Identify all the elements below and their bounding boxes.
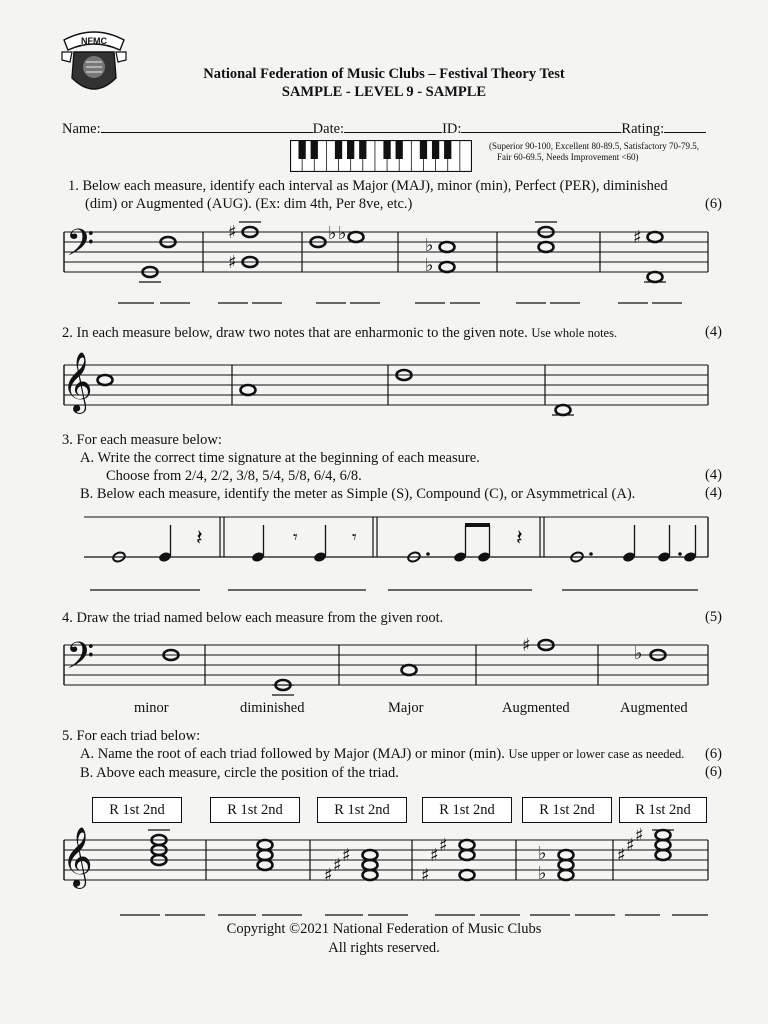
sharp-sign: ♯ [342, 845, 351, 866]
position-choice-3[interactable]: R 1st 2nd [317, 797, 407, 823]
q4-text: 4. Draw the triad named below each measure from the given root. [62, 610, 444, 626]
whole-note [460, 840, 475, 850]
whole-note [460, 870, 475, 880]
bass-clef-icon: 𝄢 [66, 635, 95, 686]
whole-note [440, 262, 455, 272]
whole-note [559, 860, 574, 870]
augmentation-dot [589, 552, 593, 556]
q5-b-points: (6) [705, 764, 722, 780]
bass-clef-icon: 𝄢 [66, 222, 95, 273]
q4-label-4: Augmented [502, 700, 570, 716]
rating-label: Rating: [621, 121, 665, 137]
whole-note [363, 870, 378, 880]
q1-text-line2: (dim) or Augmented (AUG). (Ex: dim 4th, Per 8ve, etc.) [85, 196, 413, 212]
whole-note [258, 840, 273, 850]
flat-sign: ♭ [425, 235, 434, 256]
whole-note [656, 850, 671, 860]
q3-b-line: B. Below each measure, identify the meter as Simple (S), Compound (C), or Asymmetrical (A). [80, 486, 636, 502]
sharp-sign: ♯ [421, 865, 430, 886]
q4-label-1: minor [134, 700, 169, 716]
eighth-rest-icon: 𝄾 [352, 527, 357, 548]
q5-a-points: (6) [705, 746, 722, 762]
whole-note [363, 850, 378, 860]
eighth-rest-icon: 𝄾 [293, 527, 298, 548]
q4-label-2: diminished [240, 700, 305, 716]
flat-sign: ♭ [538, 843, 547, 864]
flat-sign: ♭ [634, 643, 643, 664]
q1-text-line1: 1. Below each measure, identify each interval as Major (MAJ), minor (min), Perfect (PER), diminished [68, 178, 668, 194]
whole-note [656, 840, 671, 850]
q3-a-line1: A. Write the correct time signature at the beginning of each measure. [80, 450, 480, 466]
rating-scale: (Superior 90-100, Excellent 80-89.5, Satisfactory 70-79.5, Fair 60-69.5, Needs Improvement <60) [489, 141, 699, 162]
q5-b-line: B. Above each measure, circle the position of the triad. [80, 765, 399, 781]
q3-a-points: (4) [705, 467, 722, 483]
whole-note [648, 232, 663, 242]
id-label: ID: [442, 121, 462, 137]
q4-label-3: Major [388, 700, 424, 716]
whole-note [258, 860, 273, 870]
q4-points: (5) [705, 609, 722, 625]
whole-note [402, 665, 417, 675]
sharp-sign: ♯ [228, 252, 237, 273]
flat-sign: ♭ [328, 223, 337, 244]
position-choice-2[interactable]: R 1st 2nd [210, 797, 300, 823]
q5-a-line: A. Name the root of each triad followed by Major (MAJ) or minor (min). Use upper or lower case as needed. [80, 746, 685, 762]
rights: All rights reserved. [328, 940, 440, 956]
sharp-sign: ♯ [324, 865, 333, 886]
treble-clef-icon: 𝄞 [62, 352, 93, 412]
whole-note [363, 860, 378, 870]
whole-note [559, 870, 574, 880]
sharp-sign: ♯ [633, 227, 642, 248]
sharp-sign: ♯ [439, 835, 448, 856]
whole-note [559, 850, 574, 860]
svg-text:NFMC: NFMC [81, 36, 107, 46]
position-choice-6[interactable]: R 1st 2nd [619, 797, 707, 823]
copyright: Copyright ©2021 National Federation of Music Clubs [226, 921, 542, 937]
page-subtitle: SAMPLE - LEVEL 9 - SAMPLE [281, 84, 487, 100]
sharp-sign: ♯ [626, 835, 635, 856]
augmentation-dot [678, 552, 682, 556]
q1-points: (6) [705, 196, 722, 212]
q3-a-line2: Choose from 2/4, 2/2, 3/8, 5/4, 5/8, 6/4, 6/8. [106, 468, 362, 484]
whole-note [460, 850, 475, 860]
sharp-sign: ♯ [522, 635, 531, 656]
quarter-rest-icon: 𝄽 [196, 526, 203, 551]
flat-sign: ♭ [538, 863, 547, 884]
flat-sign: ♭ [338, 223, 347, 244]
quarter-rest-icon: 𝄽 [516, 526, 523, 551]
position-choice-1[interactable]: R 1st 2nd [92, 797, 182, 823]
q4-label-5: Augmented [620, 700, 688, 716]
whole-note [241, 385, 256, 395]
q2-points: (4) [705, 324, 722, 340]
q3-b-points: (4) [705, 485, 722, 501]
whole-note [349, 232, 364, 242]
q3-text: 3. For each measure below: [62, 432, 222, 448]
sharp-sign: ♯ [228, 222, 237, 243]
position-choice-5[interactable]: R 1st 2nd [522, 797, 612, 823]
whole-note [539, 242, 554, 252]
date-label: Date: [312, 121, 345, 137]
q5-text: 5. For each triad below: [62, 728, 201, 744]
whole-note [556, 405, 571, 415]
whole-note [440, 242, 455, 252]
flat-sign: ♭ [425, 255, 434, 276]
treble-clef-icon: 𝄞 [62, 827, 93, 887]
whole-note [656, 830, 671, 840]
sharp-sign: ♯ [635, 825, 644, 846]
sharp-sign: ♯ [333, 855, 342, 876]
whole-note [98, 375, 113, 385]
position-choice-4[interactable]: R 1st 2nd [422, 797, 512, 823]
page-title: National Federation of Music Clubs – Festival Theory Test [203, 66, 565, 82]
whole-note [648, 272, 663, 282]
augmentation-dot [426, 552, 430, 556]
sharp-sign: ♯ [430, 845, 439, 866]
q2-text: 2. In each measure below, draw two notes that are enharmonic to the given note. Use whole notes. [62, 325, 618, 341]
whole-note [258, 850, 273, 860]
name-label: Name: [62, 121, 101, 137]
sharp-sign: ♯ [617, 845, 626, 866]
